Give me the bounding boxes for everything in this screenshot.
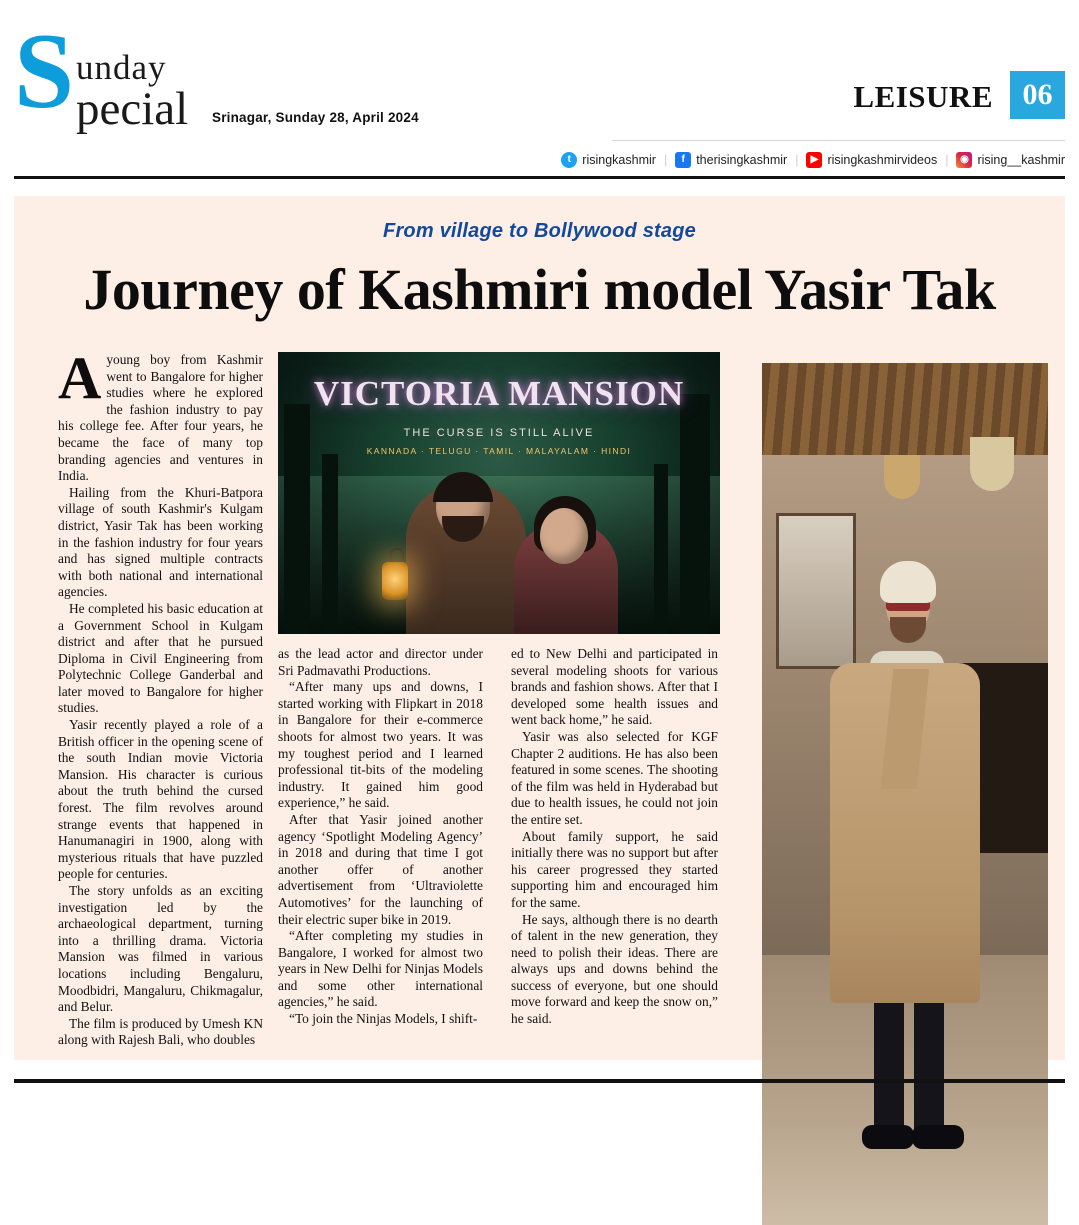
movie-poster-image — [278, 352, 720, 634]
paragraph: He completed his basic education at a Government School in Kulgam district and after that he pursued Diploma in Civil Engineering from Polytechnic College Ganderbal and later moved to Bangalore for higher studies. — [58, 600, 263, 716]
paragraph: Yasir was also selected for KGF Chapter 2 auditions. He has also been featured in some scenes. The shooting of the film was held in Hyderabad but due to health issues, he could not join the entire set. — [511, 728, 718, 827]
photo-window — [776, 513, 856, 669]
twitter-icon: t — [561, 152, 577, 168]
paragraph: The film is produced by Umesh KN along with Rajesh Bali, who doubles — [58, 1015, 263, 1048]
article-column-3 — [511, 646, 718, 1028]
section-title: LEISURE — [853, 79, 993, 114]
poster-face-woman — [540, 508, 588, 564]
poster-lantern-handle — [390, 548, 404, 562]
poster-lantern — [382, 562, 408, 600]
photo-leg-left — [874, 983, 904, 1133]
poster-languages: KANNADA · TELUGU · TAMIL · MALAYALAM · HINDI — [366, 446, 632, 456]
masthead — [14, 12, 1065, 167]
social-facebook[interactable] — [675, 152, 787, 168]
social-bar — [561, 150, 1065, 170]
paragraph: “After many ups and downs, I started working with Flipkart in 2018 in Bangalore for their e-commerce shoots for almost two years. It was my toughest period and I learned professional tit-bits of the modeling industry. It gained him good experience,” he said. — [278, 679, 483, 811]
article-headline: Journey of Kashmiri model Yasir Tak — [83, 257, 996, 322]
article-column-1 — [58, 345, 263, 1049]
article-kicker: From village to Bollywood stage — [383, 220, 696, 242]
logo-word-special: pecial — [76, 83, 189, 135]
twitter-handle: risingkashmir — [582, 153, 656, 167]
youtube-handle: risingkashmirvideos — [827, 153, 938, 167]
dateline: Srinagar, Sunday 28, April 2024 — [212, 110, 419, 125]
social-separator-3: | — [945, 153, 949, 167]
footer-divider — [14, 1079, 1065, 1083]
photo-shoe-left — [862, 1125, 914, 1149]
social-separator-1: | — [663, 153, 668, 167]
paragraph: The story unfolds as an exciting investigation led by the archaeological department, turning into a thrilling drama. Victoria Mansion was filmed in various locations including Bengaluru, Moodbidri, Mangaluru, Chikmagalur, and Belur. — [58, 883, 263, 1015]
page-number-badge: 06 — [1010, 71, 1065, 119]
paragraph: as the lead actor and director under Sri Padmavathi Productions. — [278, 646, 483, 678]
instagram-handle: rising__kashmir — [977, 153, 1065, 167]
facebook-icon: f — [675, 152, 691, 168]
logo-initial: S — [14, 12, 75, 131]
header-divider — [14, 176, 1065, 179]
paragraph: “After completing my studies in Bangalore, I worked for almost two years in New Delhi for Ninjas Models and some other international agencies,” he said. — [278, 928, 483, 1010]
poster-tree — [654, 464, 668, 634]
paragraph-text: young boy from Kashmir went to Bangalore for higher studies where he explored the fashion industry to pay his college fee. After four years, he became the face of many top branding agencies and ventures in India. — [58, 352, 263, 484]
social-separator-2: | — [795, 153, 799, 167]
photo-shoe-right — [912, 1125, 964, 1149]
social-twitter[interactable] — [561, 152, 656, 168]
social-youtube[interactable] — [806, 152, 937, 168]
photo-leg-right — [914, 983, 944, 1133]
paragraph: ed to New Delhi and participated in several modeling shoots for various brands and fashion shows. After that I developed some health issues and went back home,” he said. — [511, 646, 718, 728]
paragraph: About family support, he said initially there was no support but after his career progressed they started supporting him and encouraged him for the same. — [511, 828, 718, 910]
poster-tree — [322, 454, 338, 634]
instagram-icon: ◉ — [956, 152, 972, 168]
paragraph: He says, although there is no dearth of talent in the new generation, they need to polish their ideas. There are always ups and downs behind the success of everyone, but one should move forward and keep the snow on,” he said. — [511, 911, 718, 1027]
youtube-icon: ▶ — [806, 152, 822, 168]
model-photo — [762, 363, 1048, 1225]
drop-cap: A — [58, 345, 102, 411]
poster-tagline: THE CURSE IS STILL ALIVE — [403, 427, 595, 439]
social-instagram[interactable] — [956, 152, 1065, 168]
article-column-2 — [278, 646, 483, 1028]
photo-beanie — [880, 561, 936, 603]
photo-hanging-lamp — [884, 455, 920, 499]
article-panel — [14, 196, 1065, 1060]
paragraph: After that Yasir joined another agency ‘Spotlight Modeling Agency’ in 2018 and during that time I got another offer of another advertisement from ‘Ultraviolette Automotives’ for the launching of their electric super bike in 2019. — [278, 811, 483, 927]
logo-word-sunday: unday — [76, 48, 167, 87]
paragraph: Yasir recently played a role of a British officer in the opening scene of the south Indian movie Victoria Mansion. His character is curious about the truth behind the cursed forest. The film revolves around strange events that happened in Hanumanagiri in 1900, along with mysterious rituals that have puzzled people for centuries. — [58, 717, 263, 882]
paragraph: “To join the Ninjas Models, I shift- — [289, 1011, 478, 1027]
paragraph: Hailing from the Khuri-Batpora village of south Kashmir's Kulgam district, Yasir Tak has been working in the fashion industry for four years and has signed multiple contracts with both national and international agencies. — [58, 484, 263, 600]
paragraph — [58, 345, 263, 485]
photo-hanging-lamp — [970, 437, 1014, 491]
poster-title: VICTORIA MANSION — [313, 374, 685, 413]
social-divider — [612, 140, 1065, 141]
facebook-handle: therisingkashmir — [696, 153, 788, 167]
